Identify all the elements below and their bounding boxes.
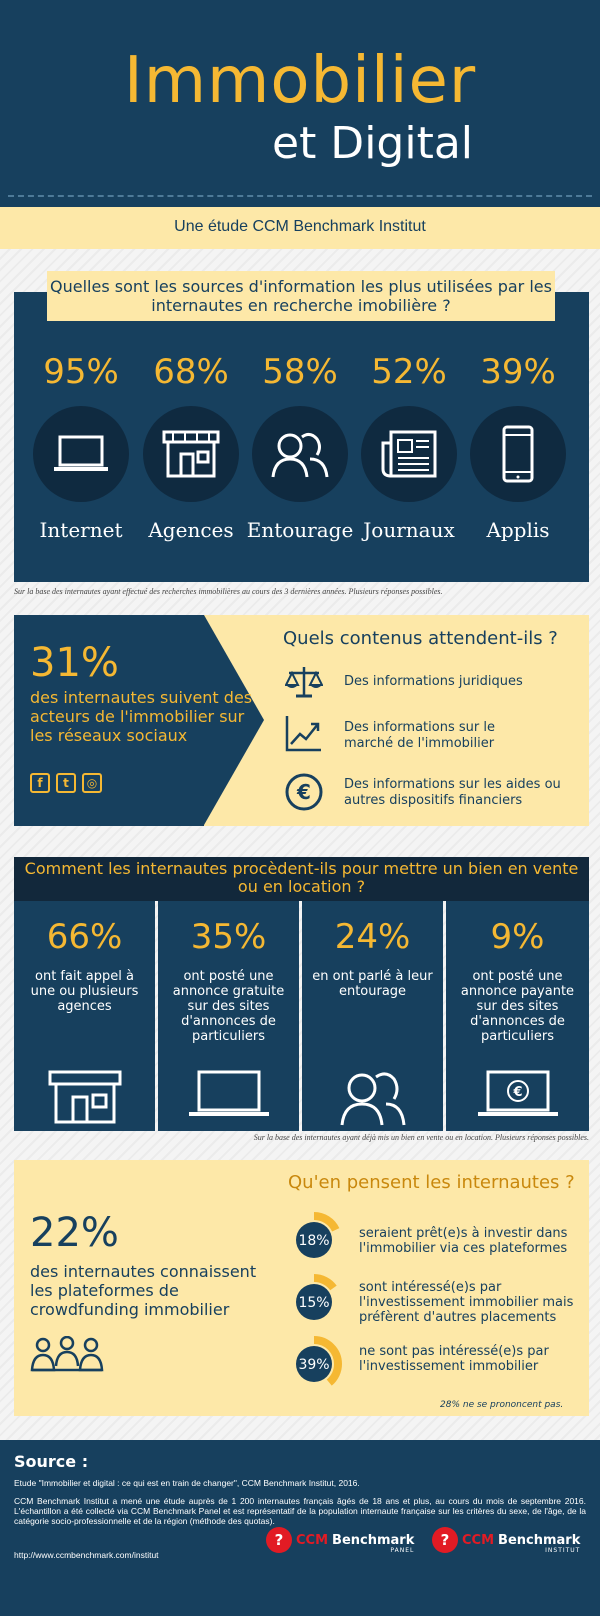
source-label: Source : [14,1452,89,1471]
laptop-icon [33,406,129,502]
listing-text: ont fait appel à une ou plusieurs agences [30,969,139,1014]
opinion-item: ne sont pas intéressé(e)s par l'investissement immobilier [359,1344,549,1374]
listing-text: en ont parlé à leur entourage [312,969,433,999]
listing-text: ont posté une annonce payante sur des sites d'annonces de particuliers [460,969,575,1044]
listing-text: ont posté une annonce gratuite sur des sites d'annonces de particuliers [172,969,285,1044]
ccm-panel-logo [266,1527,414,1553]
opinion-note: 28% ne se prononcent pas. [440,1400,564,1410]
source-label: Applis [486,518,550,542]
source-pct: 52% [371,352,447,392]
storefront-icon [14,1069,155,1125]
listing-item [446,901,589,1131]
people-icon [252,406,348,502]
social-text: des internautes suivent des acteurs de l'immobilier sur les réseaux sociaux [30,688,253,745]
instagram-icon: ◎ [82,773,102,793]
crowdfunding-pct: 22% [30,1210,119,1256]
logo-sub: PANEL [390,1547,415,1554]
listing-pct: 66% [46,917,123,957]
source-item [136,352,246,542]
tagline: Une étude CCM Benchmark Institut [174,218,426,235]
source-pct: 68% [153,352,229,392]
opinion-item: seraient prêt(e)s à investir dans l'immobilier via ces plateformes [359,1226,568,1256]
source-url[interactable]: http://www.ccmbenchmark.com/institut [14,1550,159,1560]
laptop-icon [158,1069,299,1119]
logo-ccm: CCM [462,1532,495,1548]
euro-icon [284,772,324,812]
source-item [463,352,573,542]
logo-benchmark: Benchmark [498,1532,581,1548]
donut-label: 39% [298,1357,330,1373]
scales-icon [284,662,324,702]
donut-label: 15% [298,1295,330,1311]
newspaper-icon [361,406,457,502]
twitter-icon: t [56,773,76,793]
source-label: Agences [148,518,234,542]
donut-chart [284,1334,344,1394]
social-pct: 31% [30,640,119,686]
divider [8,195,592,197]
listing-pct: 9% [490,917,545,957]
listing-title: Comment les internautes procèdent-ils pour mettre un bien en vente ou en location ? [14,857,589,901]
svg-text:€: € [512,1085,523,1100]
header [0,0,600,207]
source-item [26,352,136,542]
sources-note: Sur la base des internautes ayant effectué des recherches immobilières au cours des 3 dernières années. Plusieurs réponses possibles. [14,587,443,596]
storefront-icon [143,406,239,502]
source-label: Internet [39,518,123,542]
svg-text:€: € [297,780,311,804]
social-icons [30,773,102,793]
question-mark-icon: ? [266,1527,292,1553]
opinion-item: sont intéressé(e)s par l'investissement immobilier mais préfèrent d'autres placements [359,1280,574,1325]
logo-ccm: CCM [296,1532,329,1548]
people-icon [302,1069,443,1127]
donut-chart [284,1272,344,1332]
source-item [354,352,464,542]
source-item [245,352,355,542]
listing-pct: 24% [334,917,411,957]
contents-question: Quels contenus attendent-ils ? [283,628,558,649]
donut-label: 18% [298,1233,330,1249]
source-label: Journaux [363,518,455,542]
source-line: Etude "Immobilier et digital : ce qui est en train de changer", CCM Benchmark Institut, 2016. [14,1478,360,1488]
tagline-band [0,207,600,249]
trend-chart-icon [284,713,324,753]
logo-sub: INSTITUT [545,1547,581,1554]
group-people-icon [30,1336,104,1376]
listing-item [14,901,155,1131]
crowdfunding-text: des internautes connaissent les plateformes de crowdfunding immobilier [30,1262,257,1319]
sources-title: Quelles sont les sources d'information les plus utilisées par les internautes en recherche imobilière ? [47,271,555,321]
page-title: Immobilier [123,44,477,118]
opinion-question: Qu'en pensent les internautes ? [288,1172,575,1193]
facebook-icon: f [30,773,50,793]
source-pct: 39% [480,352,556,392]
source-methodology: CCM Benchmark Institut a mené une étude auprès de 1 200 internautes français âgés de 18 ans et plus, au cours du mois de septembre 2016. L'échantillon a été collecté via CCM Benchmark Panel et est représentatif de la population internaute française sur les critères du sexe, de l'âge, de la catégorie socio-professionnelle et de la région (méthode des quotas). [14,1496,586,1526]
listing-item [158,901,299,1131]
source-label: Entourage [246,518,354,542]
listing-pct: 35% [190,917,267,957]
listing-item [302,901,443,1131]
ccm-institut-logo [432,1527,580,1553]
content-item: Des informations sur les aides ou autres dispositifs financiers [344,777,561,808]
page-subtitle: et Digital [272,118,474,169]
source-pct: 58% [262,352,338,392]
question-mark-icon: ? [432,1527,458,1553]
content-item: Des informations sur le marché de l'immobilier [344,720,495,751]
content-item: Des informations juridiques [344,674,523,689]
listing-note: Sur la base des internautes ayant déjà mis un bien en vente ou en location. Plusieurs réponses possibles. [253,1133,589,1142]
laptop-euro-icon [446,1069,589,1119]
smartphone-icon [470,406,566,502]
source-pct: 95% [43,352,119,392]
donut-chart [284,1210,344,1270]
logo-benchmark: Benchmark [332,1532,415,1548]
